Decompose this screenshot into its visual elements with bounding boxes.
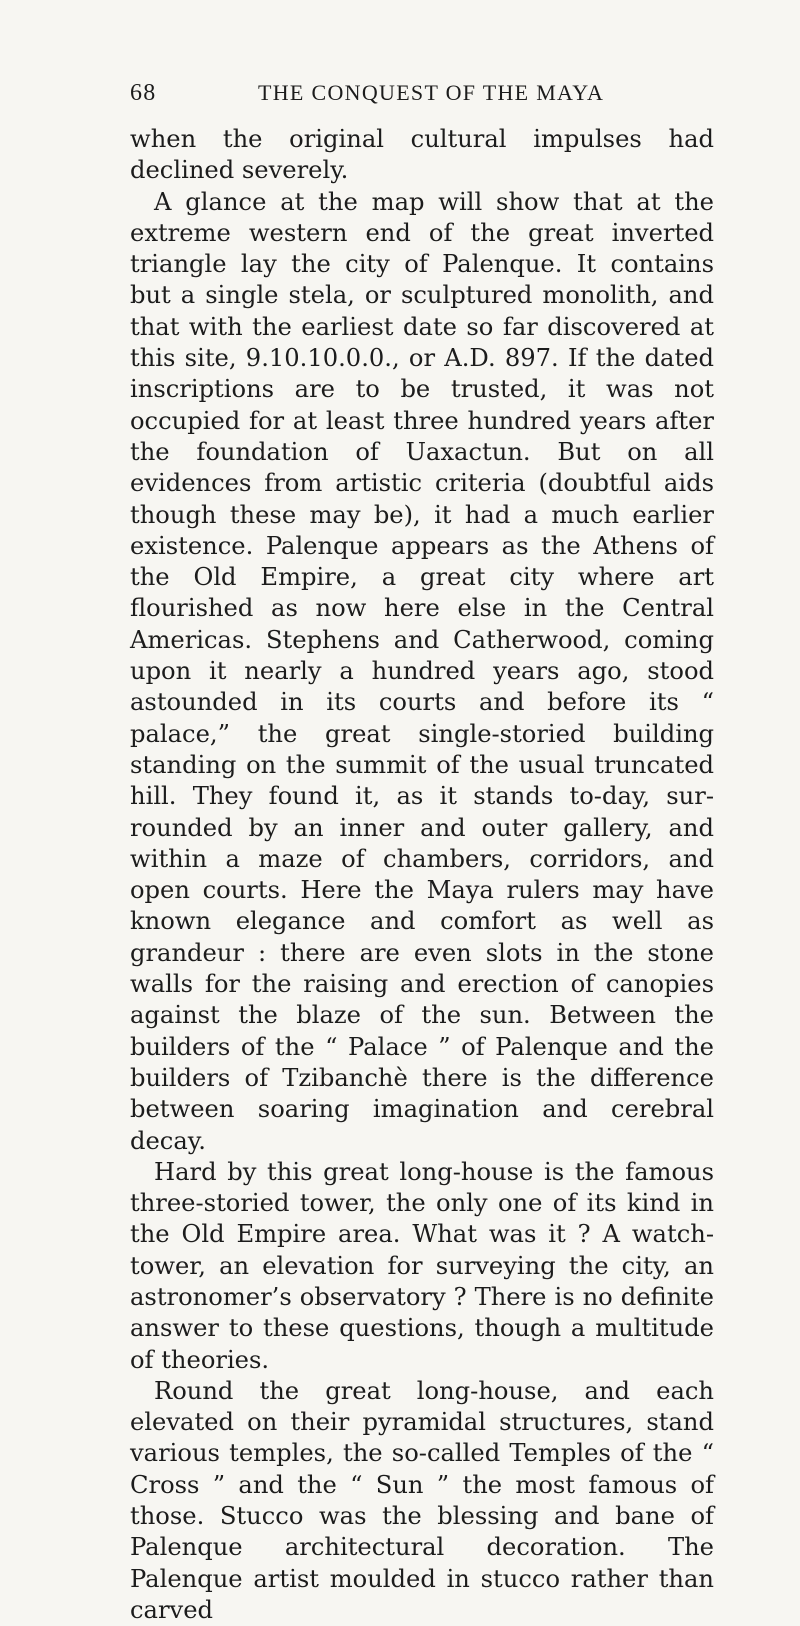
paragraph-continuation: when the original cultural impulses had declined severely. — [130, 125, 714, 185]
paragraph-temples: Round the great long-house, and each elevated on their pyramidal structures, stand various temples, the so-called Temples of the “ Cross ” and the “ Sun ” the most famous of those. Stucco was the blessing and bane of Palenque architectural decoration. The Palenque artist moulded in stucco rather than carved — [130, 1376, 714, 1624]
paragraph-tower: Hard by this great long-house is the famous three-storied tower, the only one of its kind in the Old Empire area. What was it ? A watch-tower, an elevation for surveying the city, an astronomer’s observatory ? There is no definite answer to these questions, though a multitude of theories. — [130, 1157, 714, 1374]
page-number: 68 — [130, 80, 157, 106]
paragraph-palenque: A glance at the map will show that at the extreme western end of the great inverted triangle lay the city of Palenque. It contains but a single stela, or sculptured monolith, and that with the earliest date so far discovered at this site, 9.10.10.0.0., or A.D. 897. If the dated inscriptions are to be trusted, it was not occupied for at least three hundred years after the foundation of Uaxactun. But on all evidences from artistic criteria (doubtful aids though these may be), it had a much earlier existence. Palenque appears as the Athens of the Old Empire, a great city where art flourished as now here else in the Central Americas. Stephens and Catherwood, coming upon it nearly a hundred years ago, stood astounded in its courts and before its “ palace,” the great single-storied building standing on the summit of the usual truncated hill. They found it, as it stands to-day, surrounded by an inner and outer gallery, and within a maze of chambers, corridors, and open courts. Here the Maya rulers may have known elegance and comfort as well as grandeur : there are even slots in the stone walls for the raising and erection of canopies against the blaze of the sun. Between the builders of the “ Palace ” of Palenque and the builders of Tzibanchè there is the difference between soaring imagination and cerebral decay. — [130, 187, 714, 1155]
body-text — [130, 124, 714, 1626]
book-page — [130, 72, 714, 1626]
running-title: THE CONQUEST OF THE MAYA — [258, 80, 605, 105]
running-head — [130, 72, 714, 112]
